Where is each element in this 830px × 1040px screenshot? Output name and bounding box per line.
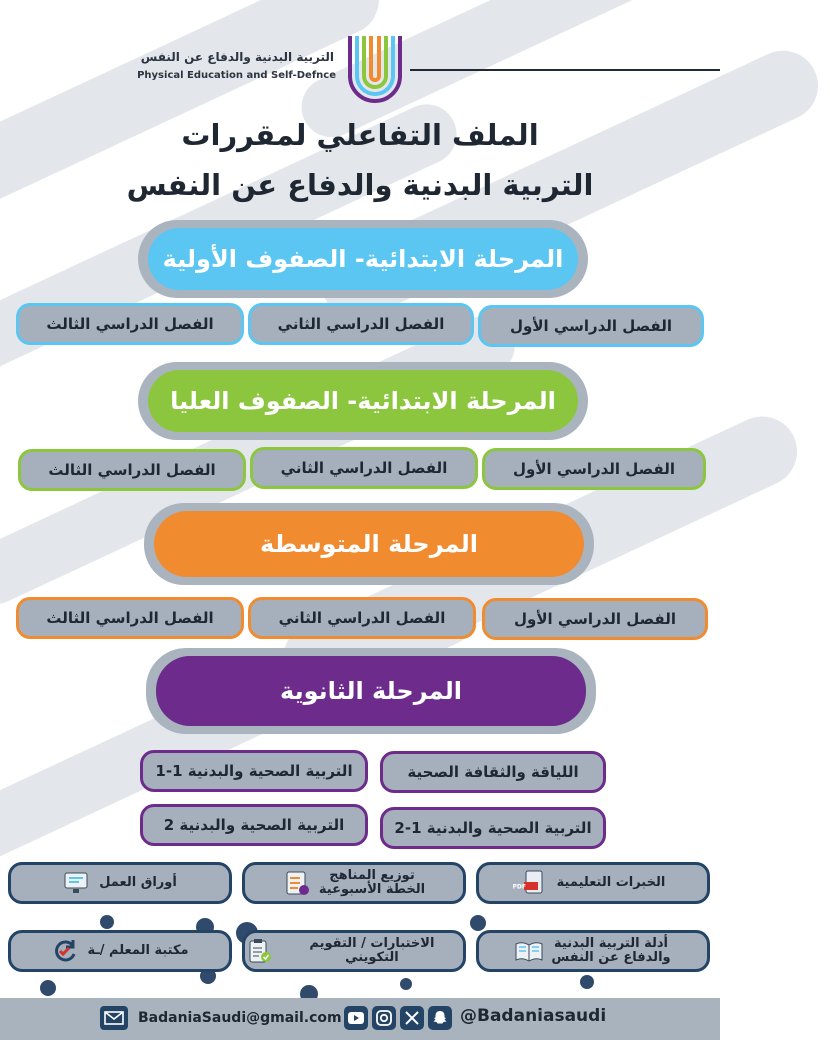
resource-guides[interactable]: [476, 930, 710, 972]
social-handle: @Badaniasaudi: [460, 1006, 607, 1026]
logo-text-ar: التربية البدنية والدفاع عن النفس: [140, 50, 334, 64]
resource-learning-experiences[interactable]: [476, 862, 710, 904]
youtube-icon[interactable]: [344, 1006, 368, 1030]
course-fitness[interactable]: اللياقة والثقافة الصحية: [380, 751, 606, 793]
semester-1-primary-upper[interactable]: الفصل الدراسي الأول: [482, 448, 706, 490]
refresh-check-icon: [51, 937, 79, 965]
guides-line1: أدلة التربية البدنية: [554, 936, 668, 952]
semester-1-primary-lower[interactable]: الفصل الدراسي الأول: [478, 305, 704, 347]
logo-text-en: Physical Education and Self-Defnce: [137, 70, 336, 81]
email-text: BadaniaSaudi@gmail.com: [138, 1010, 342, 1026]
resource-curriculum-plan-label: [319, 869, 425, 896]
resource-teacher-library-label: مكتبة المعلم /ـة: [87, 943, 189, 959]
semester-2-primary-upper[interactable]: الفصل الدراسي الثاني: [250, 447, 478, 489]
stage-intermediate[interactable]: [144, 503, 594, 585]
guides-line2: والدفاع عن النفس: [551, 950, 671, 965]
stage-primary-upper[interactable]: [138, 362, 588, 440]
email-contact[interactable]: [100, 1006, 342, 1030]
mail-icon: [100, 1006, 128, 1030]
resource-guides-label: [551, 937, 670, 964]
header-rule: [410, 69, 720, 71]
resource-learning-experiences-label: الخبرات التعليمية: [556, 875, 666, 891]
instagram-icon[interactable]: [372, 1006, 396, 1030]
resource-worksheets-label: أوراق العمل: [99, 875, 177, 891]
social-icons: [344, 1006, 452, 1030]
pdf-icon: [512, 869, 549, 897]
stage-primary-lower[interactable]: [138, 220, 588, 298]
course-health-2[interactable]: التربية الصحية والبدنية 2: [140, 804, 368, 846]
clipboard-check-icon: [245, 937, 273, 965]
resource-teacher-library[interactable]: [8, 930, 232, 972]
course-health-1-2[interactable]: التربية الصحية والبدنية 1-2: [380, 807, 606, 849]
checklist-icon: [283, 869, 311, 897]
page-title-line1: الملف التفاعلي لمقررات: [181, 118, 539, 152]
stage-secondary-label: المرحلة الثانوية: [156, 656, 586, 726]
semester-3-intermediate[interactable]: الفصل الدراسي الثالث: [16, 597, 244, 639]
course-health-1-1[interactable]: التربية الصحية والبدنية 1-1: [140, 750, 368, 792]
stage-primary-upper-label: المرحلة الابتدائية- الصفوف العليا: [148, 370, 578, 432]
resource-tests[interactable]: [242, 930, 466, 972]
snapchat-icon[interactable]: [428, 1006, 452, 1030]
resource-worksheets[interactable]: [8, 862, 232, 904]
semester-2-primary-lower[interactable]: الفصل الدراسي الثاني: [248, 303, 474, 345]
book-icon: [515, 937, 543, 965]
curriculum-line2: الخطة الأسبوعية: [318, 882, 426, 897]
page-title-line2: التربية البدنية والدفاع عن النفس: [126, 168, 594, 202]
semester-2-intermediate[interactable]: الفصل الدراسي الثاني: [248, 597, 476, 639]
computer-icon: [63, 869, 91, 897]
x-icon[interactable]: [400, 1006, 424, 1030]
svg-text:PDF: PDF: [512, 883, 526, 891]
stage-intermediate-label: المرحلة المتوسطة: [154, 511, 584, 577]
semester-1-intermediate[interactable]: الفصل الدراسي الأول: [482, 598, 708, 640]
resource-curriculum-plan[interactable]: [242, 862, 466, 904]
footer-bar: [0, 998, 720, 1040]
logo-icon: [342, 28, 408, 108]
stage-primary-lower-label: المرحلة الابتدائية- الصفوف الأولية: [148, 228, 578, 290]
curriculum-line1: توزيع المناهج: [329, 868, 415, 884]
semester-3-primary-upper[interactable]: الفصل الدراسي الثالث: [18, 449, 246, 491]
resource-tests-label: الاختبارات / التقويم التكويني: [309, 936, 435, 965]
semester-3-primary-lower[interactable]: الفصل الدراسي الثالث: [16, 303, 244, 345]
stage-secondary[interactable]: [146, 648, 596, 734]
